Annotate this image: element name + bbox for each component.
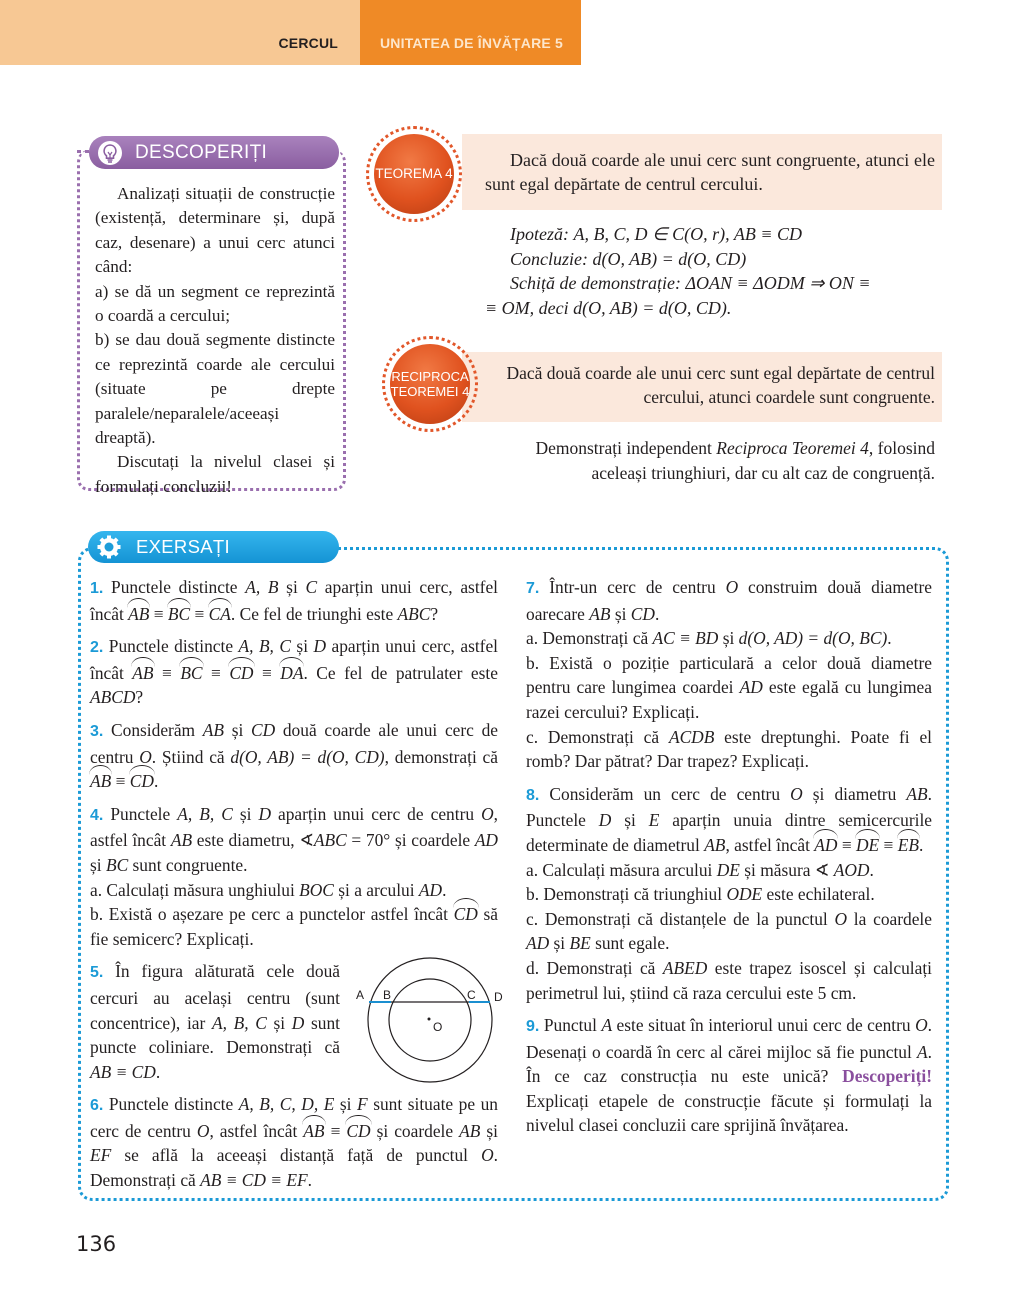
text: , astfel încât [209, 1120, 304, 1141]
math: ACDB [668, 726, 715, 747]
math: A, B [245, 577, 279, 597]
math: D [258, 803, 271, 824]
text: și [266, 1012, 292, 1033]
exercise-3 [90, 718, 498, 794]
text: și [90, 854, 106, 875]
math: A [917, 1041, 928, 1062]
math: AB ≡ CD ≡ EF [200, 1170, 308, 1191]
chapter-title: CERCUL [278, 35, 338, 51]
math: A, B, C [238, 636, 291, 657]
text: , astfel încât [725, 834, 815, 855]
text: sunt situate pe un cerc de centru [90, 1094, 498, 1141]
exercises-right-column [526, 575, 932, 1146]
math: AB [459, 1120, 481, 1141]
text: Punctul [539, 1015, 602, 1036]
text: și măsura ∢ [739, 859, 834, 880]
center-point [428, 1018, 431, 1021]
theorem-proof [485, 222, 935, 320]
arc: AB [128, 602, 149, 627]
text: În figura alăturată cele două cercuri au același centru (sunt concentrice), iar [90, 961, 340, 1033]
header-chapter-band [0, 0, 360, 65]
text: la coardele [847, 908, 932, 929]
proof-line-1: ΔOAN ≡ ΔODM ⇒ ON ≡ [685, 273, 871, 293]
text: și diametru [802, 783, 907, 804]
text: și [278, 577, 306, 597]
math: ODE [726, 884, 763, 905]
arc: CA [209, 602, 231, 627]
text: Punctele distincte [103, 1094, 239, 1115]
math: ABED [662, 957, 708, 978]
exercise-number: 8. [526, 786, 540, 804]
text: Punctele distincte [103, 636, 239, 657]
text: , astfel încât [90, 803, 498, 851]
exercise-number: 6. [90, 1097, 104, 1115]
discover-closing: Discutați la nivelul clasei și formulați concluzii! [95, 452, 335, 496]
lightbulb-icon [97, 140, 123, 166]
math: ABC [397, 603, 431, 624]
arc: AD [814, 833, 837, 858]
exercise-number: 2. [90, 639, 104, 657]
hypothesis: A, B, C, D ∈ C(O, r), AB ≡ CD [573, 224, 802, 244]
conclusion: d(O, AB) = d(O, CD) [592, 248, 747, 269]
text: aparțin unui cerc, astfel încât [90, 577, 498, 624]
text: ≡ [190, 603, 209, 624]
label-c: C [467, 988, 476, 1002]
text: Punctele [103, 803, 178, 824]
arc: CD [130, 769, 154, 794]
exercise-number: 3. [90, 722, 104, 740]
exercise-4 [90, 802, 498, 878]
exercise-2 [90, 634, 498, 710]
math: ABC [313, 830, 347, 851]
math: C [305, 577, 318, 597]
exercise-8 [526, 782, 932, 858]
math: CD [251, 719, 276, 740]
arc: CD [229, 661, 253, 686]
arc: CD [346, 1119, 370, 1144]
arc: EB [898, 833, 919, 858]
discover-item-b: b) se dau două segmente distincte ce reprezintă coarde ale cercului (situate pe drepte paralele/neparalele/aceeași dreaptă). [95, 330, 335, 448]
proof-line-2: ≡ OM, deci d(O, AB) = d(O, CD). [485, 297, 732, 318]
reciprocal-badge-line1: RECIPROCA [391, 369, 469, 384]
reciprocal-note [495, 436, 935, 485]
text: . Demonstrați că [90, 1145, 498, 1191]
text: ? [430, 603, 439, 624]
reciprocal-note-em: Reciproca Teoremei 4 [716, 438, 869, 458]
text: și [480, 1120, 498, 1141]
reciprocal-note-pre: Demonstrați independent [535, 438, 717, 458]
text: a. Demonstrați că [526, 628, 653, 649]
label-a: A [356, 988, 365, 1002]
text: . [442, 879, 447, 900]
text: este situat în interiorul unui cerc de centru [612, 1015, 916, 1036]
arc: AB [90, 769, 111, 794]
text: sunt puncte coliniare. Demonstrați că [90, 1012, 340, 1058]
math: d(O, AD) = d(O, BC) [738, 628, 888, 649]
text: și [290, 636, 314, 657]
text: este egală cu lungimea razei cercului? Explicați. [526, 677, 932, 722]
text: . [307, 1170, 312, 1191]
label-d: D [494, 990, 503, 1004]
text: și [334, 1094, 358, 1115]
math: O [196, 1120, 210, 1141]
text: a. Calculați măsura unghiului [90, 879, 300, 900]
text: Într-un cerc de centru [539, 577, 726, 597]
exercise-7c [526, 725, 932, 774]
text: și [718, 628, 739, 649]
exercise-number: 7. [526, 580, 540, 597]
math: AB [704, 834, 726, 855]
text: . [153, 771, 159, 792]
text: ≡ [879, 834, 898, 855]
math: O [790, 783, 803, 804]
math: ABCD [90, 687, 136, 708]
discover-intro: Analizați situații de construcție (existență, determinare și, după caz, desenare) a unui cerc atunci când: [95, 184, 335, 277]
text: . [887, 628, 892, 649]
discover-title: DESCOPERIȚI [135, 141, 268, 163]
exercise-7a [526, 626, 932, 651]
text: b. Există o așezare pe cerc a punctelor astfel încât [90, 904, 454, 925]
math: AD [526, 933, 550, 954]
text: Considerăm [103, 719, 203, 740]
math: EF [90, 1145, 112, 1166]
text: . [654, 603, 660, 624]
math: AB [589, 603, 611, 624]
text: este dreptunghi. Poate fi el romb? Dar pătrat? Dar trapez? Explicați. [526, 726, 933, 772]
math: A, B, C [211, 1012, 267, 1033]
math: BC [105, 854, 129, 875]
text: . [155, 1061, 161, 1082]
math: O [915, 1015, 928, 1036]
text: și [611, 810, 649, 831]
reciprocal-note-post: , folosind aceleași triunghiuri, dar cu alt caz de congruență. [591, 438, 935, 483]
text: Considerăm un cerc de centru [539, 783, 791, 804]
text: Punctele distincte [103, 577, 246, 597]
math: A, B, C, D, E [238, 1094, 335, 1115]
header-unit-band [360, 0, 581, 65]
exercise-1 [90, 575, 498, 626]
text: ≡ [153, 662, 181, 683]
exercise-number: 5. [90, 964, 104, 982]
text: a. Calculați măsura arcului [526, 859, 717, 880]
text: ≡ [149, 603, 168, 624]
math: BE [569, 933, 591, 954]
exercise-6 [90, 1092, 498, 1192]
exercise-9 [526, 1013, 932, 1138]
exercise-8b [526, 882, 932, 907]
exercise-number: 9. [526, 1018, 540, 1036]
math: AB [906, 783, 928, 804]
math: AD [418, 879, 443, 900]
text: . Ce fel de triunghi este [230, 603, 398, 624]
math: O [481, 803, 494, 824]
math: BOC [299, 879, 334, 900]
exercise-8c [526, 907, 932, 956]
label-o: O [433, 1020, 443, 1034]
gear-icon [96, 534, 122, 560]
math: O [139, 746, 152, 767]
reciprocal-badge [382, 336, 478, 432]
theorem-badge [366, 126, 462, 222]
math: D [598, 810, 612, 831]
math: DE [716, 859, 740, 880]
text: sunt egale. [590, 933, 670, 954]
discover-callout: Descoperiți! [842, 1066, 932, 1087]
math: d(O, AB) = d(O, CD) [230, 746, 385, 767]
text: ≡ [324, 1120, 347, 1141]
text: = 70° și coardele [346, 830, 475, 851]
text: . Știind că [151, 746, 231, 767]
arc: BC [168, 602, 190, 627]
text: construim două diametre oarecare [526, 577, 932, 624]
text: b. Există o poziție particulară a celor două diametre pentru care lungimea coardei [526, 652, 932, 698]
text: ? [135, 687, 144, 708]
arc: CD [454, 902, 478, 927]
text: , demonstrați că [384, 746, 498, 767]
math: O [834, 908, 848, 929]
discover-text [95, 182, 335, 499]
text: ≡ [111, 771, 130, 792]
math: E [648, 810, 660, 831]
math: A, B, C [177, 803, 233, 824]
math: AD [474, 830, 498, 851]
text: . În ce caz construcția nu este unică? [526, 1041, 932, 1087]
text: și [610, 603, 631, 624]
text: se află la aceeași distanță față de punctul [111, 1145, 482, 1166]
text: și coardele [370, 1120, 460, 1141]
math: CD [630, 603, 655, 624]
math: D [313, 636, 327, 657]
text: și [224, 719, 251, 740]
text: două coarde ale unui cerc de centru [90, 719, 498, 767]
exercise-5 [90, 959, 340, 1084]
exercise-4b [90, 902, 498, 951]
conclusion-label: Concluzie: [510, 248, 588, 269]
exercises-header [88, 531, 339, 563]
math: AOD [833, 859, 870, 880]
text: aparțin unui cerc, astfel încât [90, 636, 499, 683]
text: ≡ [837, 834, 856, 855]
arc: DE [856, 833, 879, 858]
math: D [291, 1012, 305, 1033]
exercise-number: 4. [90, 806, 104, 824]
exercises-left-column [90, 575, 498, 1201]
exercise-8a [526, 858, 932, 883]
text: c. Demonstrați că [526, 726, 669, 747]
text: . [869, 859, 874, 880]
proof-label: Schiță de demonstrație: [510, 273, 681, 293]
exercise-number: 1. [90, 580, 104, 597]
text: este trapez isoscel și calculați perimetrul lui, știind că raza cercului este 5 cm. [526, 957, 932, 1003]
reciprocal-badge-line2: TEOREMEI 4 [390, 384, 470, 399]
arc: DA [280, 661, 303, 686]
text: aparțin unui cerc de centru [271, 803, 482, 824]
math: O [725, 577, 739, 597]
text: Explicați etapele de construcție făcute și formulați la nivelul clasei concluzii care sprijină învățarea. [526, 1090, 932, 1136]
concentric-circles-figure [340, 955, 520, 1095]
math: F [357, 1094, 368, 1115]
text: sunt congruente. [128, 854, 248, 875]
text: și [232, 803, 259, 824]
label-b: B [383, 988, 392, 1002]
page-number: 136 [76, 1232, 117, 1256]
text: să fie semicerc? Explicați. [90, 904, 499, 949]
text: . Ce fel de patrulater este [303, 662, 498, 683]
discover-header [89, 136, 339, 169]
discover-item-a: a) se dă un segment ce reprezintă o coardă a cercului; [95, 281, 335, 326]
exercise-7 [526, 575, 932, 626]
unit-title: UNITATEA DE ÎNVĂȚARE 5 [380, 35, 564, 51]
arc: AB [303, 1119, 324, 1144]
math: AB [170, 830, 193, 851]
reciprocal-statement: Dacă două coarde ale unui cerc sunt egal depărtate de centrul cercului, atunci coardele sunt congruente. [506, 363, 935, 407]
math: O [481, 1145, 494, 1166]
text: și a arcului [333, 879, 419, 900]
math: AD [739, 677, 763, 698]
text: este diametru, ∢ [192, 830, 314, 851]
arc: BC [180, 661, 202, 686]
hypothesis-label: Ipoteză: [510, 224, 569, 244]
text: și [549, 933, 570, 954]
exercise-4a [90, 878, 498, 903]
text: ≡ [202, 662, 230, 683]
math: AB [202, 719, 225, 740]
math: AC ≡ BD [652, 628, 719, 649]
theorem-statement: Dacă două coarde ale unui cerc sunt congruente, atunci ele sunt egal depărtate de centrul cercului. [485, 150, 935, 194]
text: c. Demonstrați că distanțele de la punctul [526, 908, 835, 929]
text: . [918, 834, 924, 855]
text: ≡ [253, 662, 281, 683]
theorem-badge-label: TEOREMA 4 [375, 166, 453, 181]
text: aparțin unuia dintre semicercurile determinate de diametrul [526, 810, 932, 855]
text: b. Demonstrați că triunghiul [526, 884, 727, 905]
text: este echilateral. [762, 884, 875, 905]
text: d. Demonstrați că [526, 957, 663, 978]
text: . Desenați o coardă în cerc al cărei mijloc să fie punctul [526, 1015, 932, 1062]
exercises-title: EXERSAȚI [136, 536, 230, 557]
arc: AB [132, 661, 153, 686]
math: A [601, 1015, 613, 1036]
math: AB ≡ CD [90, 1061, 156, 1082]
exercise-8d [526, 956, 932, 1005]
text: . Punctele [526, 783, 932, 831]
exercise-7b [526, 651, 932, 725]
